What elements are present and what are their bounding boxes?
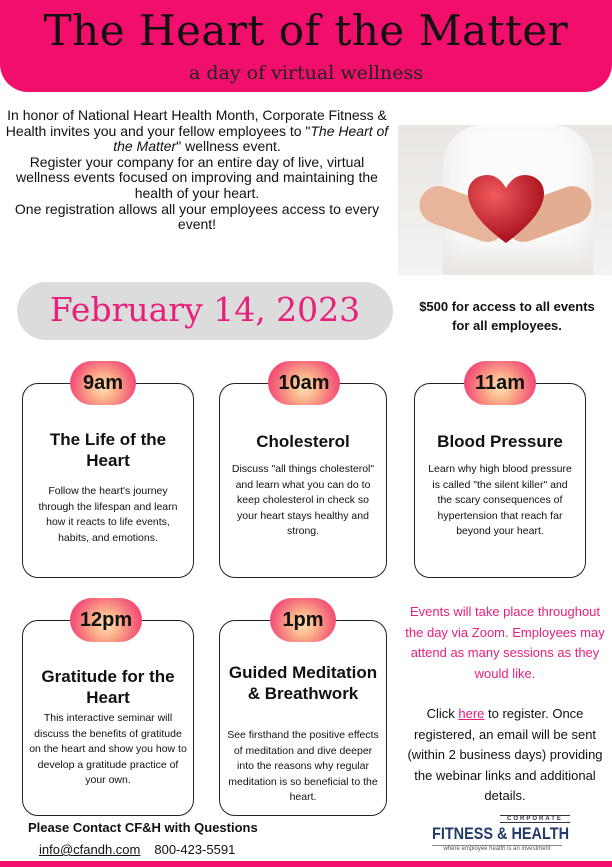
footer-bar [0,861,612,867]
price-info: $500 for access to all events for all employees. [419,299,595,333]
company-logo: CORPORATE FITNESS & HEALTH where employee health is an investment [432,816,570,852]
contact-heading: Please Contact CF&H with Questions [28,820,258,835]
session-description: This interactive seminar will discuss the benefits of gratitude on the heart and show you how to develop a gratitude practice of your own. [29,712,187,786]
intro-paragraph-2: Register your company for an entire day of live, virtual wellness events focused on improving and maintaining the health of your heart. [16,153,378,201]
session-description: Learn why high blood pressure is called "the silent killer" and the scary consequences of hypertension that reach far beyond your heart. [428,463,572,537]
heart-icon [466,173,546,245]
intro-paragraph-3: One registration allows all your employees access to every event! [14,200,380,233]
intro-paragraph-1: In honor of National Heart Health Month, Corporate Fitness & Health invites you and your fellow employees to "The Heart of the Matter" wellness event. [5,107,389,155]
session-description: Discuss "all things cholesterol" and learn what you can do to keep cholesterol in check so your heart stays healthy and strong. [231,463,375,537]
register-text: Click here to register. Once registered, an email will be sent (within 2 business days) providing the webinar links and additional details. [407,706,603,803]
session-title: Gratitude for the Heart [41,667,175,707]
time-badge: 9am [70,361,136,405]
heart-hands-photo [398,125,612,275]
session-title: Blood Pressure [437,432,563,451]
session-title: Guided Meditation & Breathwork [228,663,378,703]
intro-text [4,108,390,233]
session-title: Cholesterol [256,432,350,451]
phone-number: 800-423-5591 [154,842,236,857]
email-link[interactable]: info@cfandh.com [39,842,141,857]
time-badge: 12pm [70,598,142,642]
time-badge: 1pm [270,598,336,642]
page-subtitle: a day of virtual wellness [189,62,423,84]
register-link[interactable]: here [458,706,485,721]
session-card-9am [22,383,194,578]
session-description: Follow the heart's journey through the lifespan and learn how it reacts to life events, habits, and emotions. [38,485,178,544]
time-badge: 10am [268,361,340,405]
events-note: Events will take place throughout the day via Zoom. Employees may attend as many sessions as they would like. [405,604,605,681]
session-description: See firsthand the positive effects of meditation and dive deeper into the reasons why regular meditation is so beneficial to the heart. [227,729,379,803]
event-date: February 14, 2023 [49,290,361,329]
time-badge: 11am [464,361,536,405]
session-title: The Life of the Heart [49,430,167,470]
contact-line [39,842,235,857]
page-title: The Heart of the Matter [43,6,569,55]
